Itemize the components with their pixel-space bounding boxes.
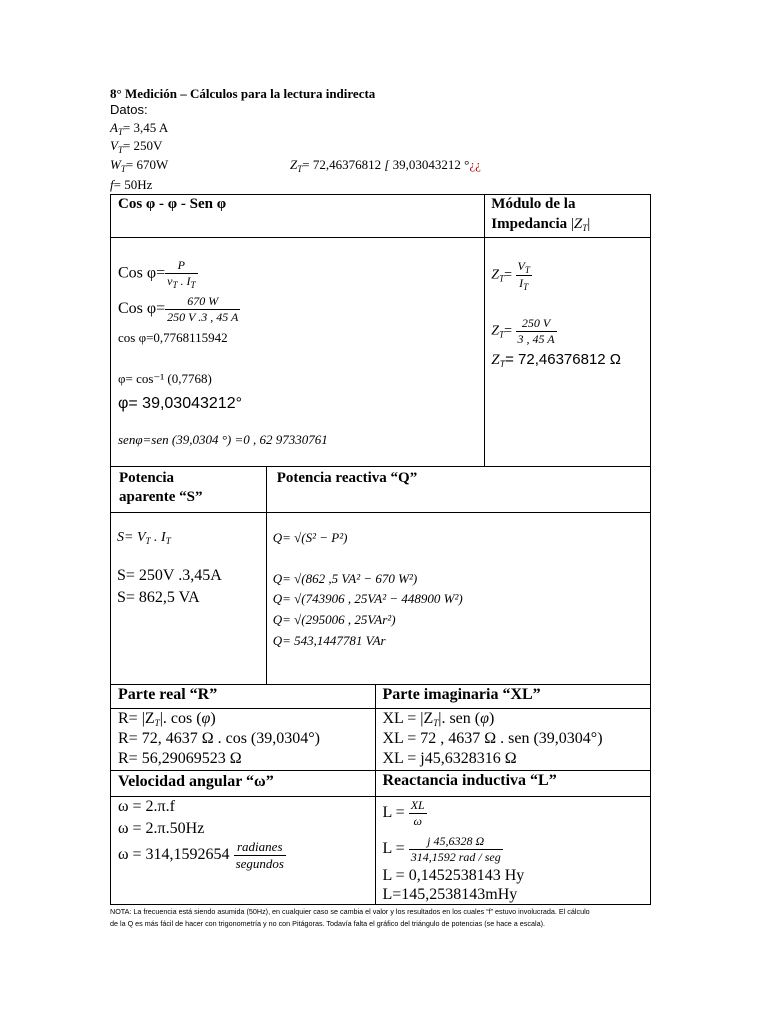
nota-line-2: de la Q es más fácil de hacer con trigonometría y no con Pitágoras. Todavía falta el gráfico del triángulo de potencias (se hace a escala). xyxy=(110,919,545,928)
zt-angle: 39,03043212 ° xyxy=(392,157,470,172)
zt-mark: ¿¿ xyxy=(469,157,481,172)
q-line-2: Q= √(862 ,5 VA² − 670 W²) xyxy=(272,571,418,586)
modulo-header-1: Módulo de la xyxy=(491,196,576,212)
phi-value: φ= 39,03043212° xyxy=(118,395,242,412)
s-header-1: Potencia xyxy=(119,470,174,486)
q-line-1: Q= √(S² − P²) xyxy=(272,530,348,545)
s-header-cell xyxy=(111,467,267,513)
cos-formula-2: Cos φ= $\frac{670 W}{250 V .3 , 45 A}$ xyxy=(118,294,239,324)
wt-value: = 670W xyxy=(125,157,169,172)
q-header-cell xyxy=(266,467,650,513)
xl-body-cell xyxy=(376,709,651,771)
r-line-1: $R= |Z_T|$. cos (φ) xyxy=(118,710,216,728)
zt-formula-1: $Z_T=$ $\frac{V_T}{I_T}$ xyxy=(491,259,530,292)
calc-table xyxy=(110,194,651,905)
w-line-2: ω = 2.π.50Hz xyxy=(118,820,205,837)
cos-body-cell xyxy=(111,238,485,467)
xl-line-1: XL = $|Z_T|$. sen (φ) xyxy=(382,710,495,728)
zt-polar: $Z_T= 72,46376812$ [ 39,03043212 °¿¿ xyxy=(290,157,481,174)
s-body-cell xyxy=(111,513,267,685)
r-header-cell xyxy=(111,685,376,709)
l-line-2: L = $\frac{j 45,6328 \Omega}{\text{314,1592 rad / seg}}$ xyxy=(382,834,501,864)
w-header: Velocidad angular “ω” xyxy=(118,773,274,790)
l-header-cell xyxy=(376,771,651,797)
wt-line: $W_T= 670W$ xyxy=(110,157,169,174)
r-line-2: R= 72, 4637 Ω . cos (39,0304°) xyxy=(118,730,320,747)
w-line-1: ω = 2.π.f xyxy=(118,798,175,815)
q-header: Potencia reactiva “Q” xyxy=(276,470,418,486)
r-line-3: R= 56,29069523 Ω xyxy=(118,750,242,767)
f-line: f= 50Hz xyxy=(110,177,153,192)
modulo-body-cell xyxy=(485,238,651,467)
l-body-cell xyxy=(376,797,651,905)
vt-value: = 250V xyxy=(122,138,163,153)
datos-label: Datos: xyxy=(110,102,148,117)
cos-formula-1: Cos φ= $\frac{P}{v_T . I_T}$ xyxy=(118,258,196,290)
at-value: = 3,45 A xyxy=(122,120,169,135)
xl-line-2: XL = 72 , 4637 Ω . sen (39,0304°) xyxy=(382,730,603,747)
page-title: 8° Medición – Cálculos para la lectura indirecta xyxy=(110,86,376,101)
vt-line: $V_T= 250V$ xyxy=(110,138,163,155)
s-line-2: S= 250V .3,45A xyxy=(117,567,222,584)
q-body-cell xyxy=(266,513,650,685)
xl-header: Parte imaginaria “XL” xyxy=(382,686,541,703)
q-line-4: Q= √(295006 , 25VAr²) xyxy=(272,612,396,627)
l-line-4: L=145,2538143mHy xyxy=(382,886,518,903)
at-line: $A_T= 3,45$ A xyxy=(110,120,169,137)
zt-formula-2: $Z_T=$ $\frac{250 V}{3 , 45 A}$ xyxy=(491,316,555,346)
q-line-5: Q= 543,1447781 VAr xyxy=(272,633,386,648)
w-header-cell xyxy=(111,771,376,797)
s-header-2: aparente “S” xyxy=(119,489,203,505)
s-line-3: S= 862,5 VA xyxy=(117,589,200,606)
nota-line-1: NOTA: La frecuencia está siendo asumida (50Hz), en cualquier caso se cambia el valor y los resultados en los cuales “f” estuvo involucrada. El cálculo xyxy=(110,907,590,916)
xl-header-cell xyxy=(376,685,651,709)
modulo-header-cell xyxy=(485,195,651,238)
s-line-1: $S= V_T$ . $I_T$ xyxy=(117,530,171,546)
zt-result: $Z_T= 72,46376812$ Ω xyxy=(491,351,622,369)
f-value: = 50Hz xyxy=(113,177,153,192)
l-header: Reactancia inductiva “L” xyxy=(382,772,557,789)
l-line-1: L = $\frac{XL}{\omega}$ xyxy=(382,798,425,828)
r-body-cell xyxy=(111,709,376,771)
w-line-3: ω = 314,1592654 $\frac{\text{radianes}}{\text{segundos}}$ xyxy=(118,839,284,871)
phi-inverse: φ= cos⁻¹ (0,7768) xyxy=(118,371,212,386)
w-body-cell xyxy=(111,797,376,905)
sen-line: senφ=sen (39,0304 °) =0 , 62 97330761 xyxy=(118,432,328,447)
cos-value: cos φ=0,7768115942 xyxy=(118,330,228,345)
cos-header: Cos φ - φ - Sen φ xyxy=(118,196,227,212)
l-line-3: L = 0,1452538143 Hy xyxy=(382,867,525,884)
q-line-3: Q= √(743906 , 25VA² − 448900 W²) xyxy=(272,591,463,606)
cos-header-cell xyxy=(111,195,485,238)
zt-mag: = 72,46376812 xyxy=(302,157,382,172)
modulo-header-2: Impedancia $|Z_T|$ xyxy=(491,216,591,233)
r-header: Parte real “R” xyxy=(118,686,218,703)
xl-line-3: XL = j45,6328316 Ω xyxy=(382,750,517,767)
